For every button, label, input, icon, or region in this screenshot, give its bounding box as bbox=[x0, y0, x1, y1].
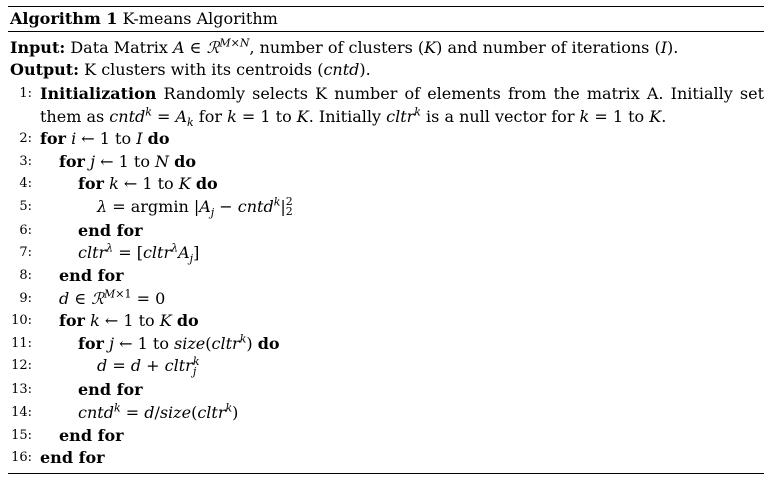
step-7 bbox=[8, 242, 764, 265]
step-text: end for bbox=[78, 380, 143, 400]
step-text: cntd$^k$ = d/size(cltr$^k$) bbox=[78, 401, 239, 422]
step-3 bbox=[8, 151, 764, 174]
line-number: 7: bbox=[19, 245, 32, 261]
line-number: 9: bbox=[19, 290, 32, 306]
output-label: Output: bbox=[10, 60, 80, 79]
initialization-keyword: Initialization bbox=[40, 84, 157, 103]
step-text: end for bbox=[59, 265, 124, 285]
step-text: end for bbox=[78, 220, 143, 240]
step-text: λ = argmin $|A_j$ − cntd$^k$| 2 2 bbox=[97, 195, 293, 219]
step-10 bbox=[8, 310, 764, 333]
step-text: end for bbox=[40, 448, 105, 468]
caption-title: K-means Algorithm bbox=[122, 9, 278, 28]
line-number: 8: bbox=[19, 267, 32, 283]
line-number: 6: bbox=[19, 222, 32, 238]
step-11 bbox=[8, 333, 764, 356]
line-number: 15: bbox=[11, 427, 32, 443]
step-5 bbox=[8, 196, 764, 220]
step-text: Initialization Randomly selects K number of elements from the matrix A. Initially set them as cntd$^k$ = $A_k$ for k = 1 to K. Initially cltr$^k$ is a null vector for k = 1 to K. bbox=[40, 84, 764, 129]
input-label: Input: bbox=[10, 38, 66, 57]
line-number: 10: bbox=[11, 313, 32, 329]
line-number: 2: bbox=[19, 131, 32, 146]
step-text: for k ← 1 to K do bbox=[59, 311, 199, 331]
step-text: for k ← 1 to K do bbox=[78, 174, 218, 194]
line-number: 13: bbox=[11, 382, 32, 398]
output-text: K clusters with its centroids (cntd). bbox=[84, 60, 371, 79]
step-text: for j ← 1 to N do bbox=[59, 151, 196, 171]
bottom-rule bbox=[8, 473, 764, 474]
step-15 bbox=[8, 425, 764, 448]
step-14 bbox=[8, 402, 764, 425]
step-text: end for bbox=[59, 425, 124, 445]
caption-label: Algorithm 1 bbox=[10, 9, 118, 28]
line-number: 16: bbox=[11, 450, 32, 466]
line-number: 5: bbox=[19, 198, 32, 214]
line-number: 12: bbox=[11, 358, 32, 374]
line-number: 1: bbox=[19, 86, 32, 101]
step-6 bbox=[8, 220, 764, 243]
step-1 bbox=[8, 83, 764, 128]
step-text: for j ← 1 to size(cltr$^k$) do bbox=[78, 332, 280, 353]
step-2 bbox=[8, 128, 764, 151]
step-4 bbox=[8, 173, 764, 196]
output-line bbox=[8, 59, 764, 81]
step-12 bbox=[8, 355, 764, 379]
input-text: Data Matrix A ∈ ℛ$^{M\times N}$, number of clusters (K) and number of iterations (I). bbox=[70, 36, 679, 57]
step-9 bbox=[8, 288, 764, 311]
io-block bbox=[8, 32, 764, 83]
algorithm-caption bbox=[8, 7, 764, 31]
step-text: d = d + cltr k j bbox=[97, 354, 200, 378]
line-number: 4: bbox=[19, 176, 32, 192]
line-number: 3: bbox=[19, 153, 32, 169]
step-text: cltr$^\lambda$ = $[cltr^\lambda A_j]$ bbox=[78, 242, 200, 266]
input-line bbox=[8, 37, 764, 59]
step-text: d ∈ ℛ$^{M\times 1}$ = 0 bbox=[59, 287, 166, 308]
algorithm-block bbox=[8, 6, 764, 474]
step-16 bbox=[8, 447, 764, 470]
step-13 bbox=[8, 379, 764, 402]
step-8 bbox=[8, 265, 764, 288]
line-number: 14: bbox=[11, 404, 32, 420]
step-text: for i ← 1 to I do bbox=[40, 129, 170, 148]
line-number: 11: bbox=[11, 335, 32, 351]
